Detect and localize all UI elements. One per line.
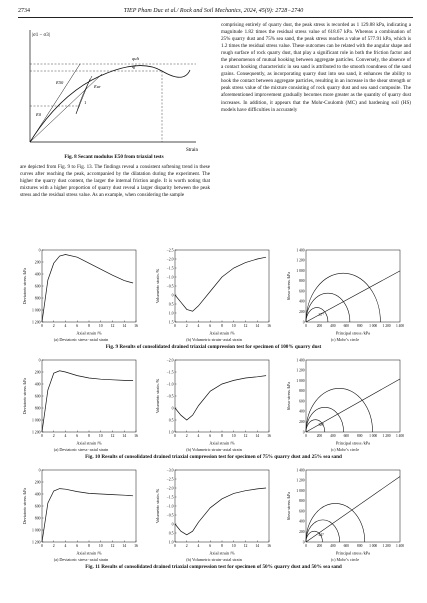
fig11-c-xtick-label: 1 200 [382, 544, 391, 548]
fig10-b-xtick-label: 12 [243, 434, 248, 438]
fig11-a-ytick-label: 0 [38, 468, 41, 473]
fig8-stress-curve [30, 66, 190, 142]
left-paragraph: are depicted from Fig. 9 to Fig. 13. The findings reveal a consistent softening trend in these curves after reaching the peak, accompanied by the dilatation during the experiment. The higher the quarry dust content, the larger the internal friction angle. It is worth noting that mixtures with a higher proportion of quarry dust reveal a larger disparity between the peak stress and the residual stress value. As an example, when considering the sample [20, 164, 210, 199]
fig9-c-ytick-label: 200 [299, 310, 305, 315]
fig9-a-series-line [42, 255, 133, 323]
fig11-c-ytick-label: 0 [302, 540, 305, 545]
fig9-c-chart [286, 246, 404, 336]
fig10-c-ytick-label: 600 [299, 399, 305, 404]
fig10-a-ytick-label: 0 [38, 358, 41, 363]
fig11-b-xtick-label: 4 [197, 544, 200, 548]
fig9-c-xtick-label: 0 [305, 324, 307, 328]
fig9-b-xtick-label: 0 [174, 324, 176, 328]
fig10-b-ytick-label: −1.5 [166, 370, 174, 375]
fig9-b-xtick-label: 2 [185, 324, 188, 328]
fig9-b-ytick-label: 1.5 [168, 320, 174, 325]
page-number: 2734 [18, 8, 30, 14]
fig9-c-ytick-label: 1 400 [296, 248, 305, 253]
fig9-c-angle-label: 37° [318, 311, 325, 317]
fig8-e50-line [30, 74, 102, 142]
fig9-a-ytick-label: 1 200 [31, 320, 41, 325]
fig9-a-xtick-label: 12 [110, 324, 115, 328]
fig10-a-xlabel: Axial strain /% [76, 440, 102, 446]
fig9-c-mohr-circle [306, 293, 350, 322]
fig10-a-xtick-label: 4 [64, 434, 67, 438]
fig10-a-ytick-label: 1 000 [31, 418, 41, 423]
fig10-b-ytick-label: 0.5 [168, 418, 174, 423]
left-column-text [20, 164, 210, 199]
fig9-b-frame [175, 250, 269, 322]
fig11-b-xlabel: Axial strain /% [209, 550, 235, 556]
fig11-caption: Fig. 11 Results of consolidated drained triaxial compression test for specimen of 50% quarry dust and 50% sea sand [85, 564, 342, 570]
fig11-c-ytick-label: 200 [299, 530, 305, 535]
fig10-c-ytick-label: 800 [299, 389, 305, 394]
fig11-c-xlabel: Principal stress /kPa [336, 550, 370, 556]
fig11-b-xtick-label: 16 [267, 544, 271, 548]
fig11-b-ytick-label: −1.0 [166, 504, 174, 509]
fig10-a-xtick-label: 0 [41, 434, 43, 438]
fig10-sub-b: (b) Volumetric strain−axial strain [186, 447, 242, 452]
fig10-b-chart [155, 356, 273, 446]
fig10-b-xtick-label: 16 [267, 434, 271, 438]
fig10-a-ytick-label: 200 [34, 370, 41, 375]
fig10-a-ytick-label: 400 [34, 382, 41, 387]
fig8-label-eur: Eur [94, 84, 101, 89]
fig11-b-ytick-label: −1.5 [166, 495, 174, 500]
fig11-a-xtick-label: 4 [64, 544, 67, 548]
fig8-e0-line [30, 64, 80, 142]
fig9-c-xtick-label: 200 [316, 324, 323, 328]
fig10-b-ytick-label: 1.0 [168, 430, 174, 435]
fig11-a-xtick-label: 14 [122, 544, 127, 548]
fig9-a-xtick-label: 10 [98, 324, 103, 328]
fig8-caption: Fig. 8 Secant modulus E50 from triaxial tests [64, 154, 164, 160]
fig11-b-ytick-label: −0.5 [166, 513, 174, 518]
fig11-c-ytick-label: 400 [299, 519, 305, 524]
fig8-label-one: 1 [84, 100, 87, 105]
fig10-c-xtick-label: 1 400 [395, 434, 404, 438]
fig10-b-frame [175, 360, 269, 432]
fig11-c-xtick-label: 600 [343, 544, 349, 548]
fig10-c-ytick-label: 0 [302, 430, 305, 435]
fig10-sub-c: (c) Mohr’s circle [330, 447, 360, 452]
fig10-c-xtick-label: 600 [343, 434, 349, 438]
fig9-c-ytick-label: 800 [299, 279, 305, 284]
fig10-c-ytick-label: 1 400 [296, 358, 305, 363]
fig11-a-ylabel: Deviatoric stress /kPa [22, 487, 27, 525]
fig11-c-angle-label: 44° [318, 531, 325, 537]
fig11-a-ytick-label: 1 000 [31, 528, 41, 533]
fig10-c-xtick-label: 800 [357, 434, 363, 438]
fig9-sub-b: (b) Volumetric strain−axial strain [186, 337, 242, 342]
fig11-c-xtick-label: 1 000 [369, 544, 378, 548]
fig10-c-ylabel: Shear stress /kPa [286, 381, 291, 411]
fig8-label-qf: qf [132, 64, 136, 69]
fig10-c-angle-label: 38° [318, 421, 325, 427]
fig11-b-ytick-label: 0.5 [168, 531, 174, 536]
fig10-b-xtick-label: 14 [255, 434, 260, 438]
fig11-b-ytick-label: −2.5 [166, 477, 174, 482]
fig9-c-ytick-label: 1 200 [296, 258, 305, 263]
fig11-c-ytick-label: 600 [299, 509, 305, 514]
fig9-b-ylabel: Volumetric strain /% [155, 268, 160, 304]
fig10-a-xtick-label: 6 [76, 434, 79, 438]
fig10-b-ytick-label: −1.0 [166, 382, 174, 387]
fig10-b-xtick-label: 8 [221, 434, 223, 438]
fig11-c-xtick-label: 400 [330, 544, 336, 548]
fig9-b-xtick-label: 8 [221, 324, 223, 328]
fig9-sub-c: (c) Mohr’s circle [330, 337, 360, 342]
fig9-b-ytick-label: −2.5 [166, 248, 174, 253]
fig11-c-xtick-label: 800 [357, 544, 363, 548]
fig10-c-xlabel: Principal stress /kPa [336, 440, 370, 446]
fig11-c-xtick-label: 200 [316, 544, 323, 548]
fig9-b-ytick-label: −0.5 [166, 284, 174, 289]
fig10-a-ytick-label: 600 [34, 394, 41, 399]
fig11-b-ytick-label: 1.0 [168, 540, 174, 545]
fig9-b-ytick-label: 1.0 [168, 311, 174, 316]
fig10-b-xlabel: Axial strain /% [209, 440, 235, 446]
fig9-c-ytick-label: 400 [299, 299, 305, 304]
fig11-a-ytick-label: 1 200 [31, 540, 41, 545]
fig9-b-xtick-label: 12 [243, 324, 248, 328]
fig11-c-chart [286, 466, 404, 556]
fig11-c-xtick-label: 0 [305, 544, 307, 548]
fig9-a-ytick-label: 800 [34, 296, 41, 301]
fig8-label-qult: qult [132, 56, 140, 61]
fig9-c-xtick-label: 1 000 [369, 324, 378, 328]
fig11-c-ytick-label: 1 200 [296, 478, 305, 483]
fig11-b-series-line [175, 488, 266, 535]
fig9-caption: Fig. 9 Results of consolidated drained triaxial compression test for specimen of 100% quarry dust [105, 344, 322, 350]
fig9-c-mohr-circle [306, 308, 328, 322]
fig9-a-ytick-label: 200 [34, 260, 41, 265]
fig11-c-ylabel: Shear stress /kPa [286, 491, 291, 521]
fig9-c-xtick-label: 400 [330, 324, 336, 328]
fig9-a-xlabel: Axial strain /% [76, 330, 102, 336]
fig9-c-xtick-label: 800 [357, 324, 363, 328]
fig10-a-xtick-label: 2 [52, 434, 55, 438]
fig9-a-ytick-label: 400 [34, 272, 41, 277]
fig9-c-mohr-circle [306, 273, 380, 322]
fig9-a-xtick-label: 16 [134, 324, 138, 328]
fig9-a-xtick-label: 0 [41, 324, 43, 328]
fig10-b-ylabel: Volumetric strain /% [155, 378, 160, 414]
fig11-a-ytick-label: 600 [34, 504, 41, 509]
fig11-b-xtick-label: 2 [185, 544, 188, 548]
fig9-c-xlabel: Principal stress /kPa [336, 330, 370, 336]
fig8-label-e50: E50 [56, 80, 64, 85]
fig10-c-ytick-label: 400 [299, 409, 305, 414]
fig9-b-ytick-label: 0 [171, 293, 174, 298]
fig10-a-xtick-label: 16 [134, 434, 138, 438]
fig10-b-ytick-label: −0.5 [166, 394, 174, 399]
fig11-sub-c: (c) Mohr’s circle [330, 557, 360, 562]
fig11-a-ytick-label: 200 [34, 480, 41, 485]
fig8-secant-modulus-diagram [20, 24, 208, 154]
fig9-a-xtick-label: 4 [64, 324, 67, 328]
fig9-b-ytick-label: −2.0 [166, 257, 174, 262]
running-title: TIEP Pham Duc et al./ Rock and Soil Mechanics, 2024, 45(9): 2728−2740 [123, 8, 304, 14]
fig9-c-ytick-label: 0 [302, 320, 305, 325]
fig9-b-ytick-label: 0.5 [168, 302, 174, 307]
fig10-a-xtick-label: 10 [98, 434, 103, 438]
fig9-b-series-line [175, 257, 266, 311]
fig9-b-xtick-label: 10 [231, 324, 236, 328]
fig11-a-chart [22, 466, 140, 556]
fig9-a-xtick-label: 2 [52, 324, 55, 328]
fig11-b-ytick-label: 0 [171, 522, 174, 527]
fig11-sub-b: (b) Volumetric strain−axial strain [186, 557, 242, 562]
fig11-b-chart [155, 466, 273, 556]
fig11-c-ytick-label: 1 000 [296, 488, 305, 493]
fig10-a-xtick-label: 12 [110, 434, 115, 438]
fig10-a-ytick-label: 1 200 [31, 430, 41, 435]
fig9-b-ytick-label: −1.5 [166, 266, 174, 271]
fig9-a-ytick-label: 1 000 [31, 308, 41, 313]
right-paragraph: comprising entirely of quarry dust, the peak stress is recorded as 1 129.88 kPa, indicating a magnitude 1.82 times the residual stress value of 618.67 kPa. Whereas a combination of 25% quarry dust and 75% sea sand, the peak stress reaches a value of 577.91 kPa, which is 1.2 times the residual stress value. These outcomes can be related with the angular shape and rough surface of rock quarry dust, that play a significant role in both the friction factor and the phenomenon of mutual hooking between aggregate particles. Conversely, the absence of a contact hooking characteristic in sea sand is attributed to the smooth roundness of the sand grains. Consequently, as incorporating quarry dust into sea sand, it enhances the ability to hook the contact between aggregate particles, resulting in an increase in the shear strength or peak stress value of the mixture consisting of rock quarry dust and sea sand composite. The aforementioned improvement gradually becomes more greater as the quantity of quarry dust increases. In addition, it appears that the Mohr-Coulomb (MC) and hardening soil (HS) models have difficulties in accurately [221, 22, 411, 113]
fig10-c-ytick-label: 1 000 [296, 378, 305, 383]
fig10-c-xtick-label: 0 [305, 434, 307, 438]
fig11-c-ytick-label: 1 400 [296, 468, 305, 473]
fig9-c-xtick-label: 600 [343, 324, 349, 328]
fig10-a-chart [22, 356, 140, 446]
fig9-b-xtick-label: 16 [267, 324, 271, 328]
fig10-caption: Fig. 10 Results of consolidated drained triaxial compression test for specimen of 75% quarry dust and 25% sea sand [85, 454, 342, 460]
fig11-c-ytick-label: 800 [299, 499, 305, 504]
fig11-a-xtick-label: 10 [98, 544, 103, 548]
fig11-b-xtick-label: 0 [174, 544, 176, 548]
fig9-c-xtick-label: 1 400 [395, 324, 404, 328]
fig9-b-chart [155, 246, 273, 336]
fig9-b-xtick-label: 6 [209, 324, 212, 328]
fig9-a-xtick-label: 14 [122, 324, 127, 328]
fig9-a-ytick-label: 0 [38, 248, 41, 253]
fig10-b-xtick-label: 2 [185, 434, 188, 438]
fig9-c-xtick-label: 1 200 [382, 324, 391, 328]
fig11-b-ytick-label: −3.0 [166, 468, 174, 473]
fig11-b-xtick-label: 12 [243, 544, 248, 548]
fig11-b-frame [175, 470, 269, 542]
fig10-c-mohr-circle [306, 407, 344, 432]
fig9-c-ytick-label: 600 [299, 289, 305, 294]
fig11-a-ytick-label: 800 [34, 516, 41, 521]
right-column-text [221, 22, 411, 114]
fig11-a-xtick-label: 2 [52, 544, 55, 548]
fig10-c-chart [286, 356, 404, 446]
fig9-a-xtick-label: 6 [76, 324, 79, 328]
fig11-b-xtick-label: 8 [221, 544, 223, 548]
fig9-b-xtick-label: 14 [255, 324, 260, 328]
fig11-a-xlabel: Axial strain /% [76, 550, 102, 556]
fig11-b-ylabel: Volumetric strain /% [155, 488, 160, 524]
fig10-a-xtick-label: 8 [88, 434, 90, 438]
fig10-a-frame [42, 360, 136, 432]
fig11-b-xtick-label: 14 [255, 544, 260, 548]
fig11-a-xtick-label: 12 [110, 544, 115, 548]
fig9-b-xlabel: Axial strain /% [209, 330, 235, 336]
fig10-c-ytick-label: 1 200 [296, 368, 305, 373]
fig10-b-ytick-label: 0 [171, 406, 174, 411]
fig11-a-frame [42, 470, 136, 542]
fig10-b-xtick-label: 10 [231, 434, 236, 438]
fig10-b-xtick-label: 6 [209, 434, 212, 438]
fig9-sub-a: (a) Deviatoric stress−axial strain [53, 337, 109, 342]
fig11-c-xtick-label: 1 400 [395, 544, 404, 548]
fig10-b-xtick-label: 4 [197, 434, 200, 438]
fig11-a-xtick-label: 8 [88, 544, 90, 548]
fig10-a-series-line [42, 371, 133, 432]
fig10-b-series-line [175, 376, 266, 420]
fig8-ylabel: |σ1 − σ3| [32, 33, 50, 38]
fig8-xlabel: Strain [186, 148, 198, 153]
fig10-c-xtick-label: 200 [316, 434, 323, 438]
fig11-a-ytick-label: 400 [34, 492, 41, 497]
fig8-label-e0: E0 [36, 112, 41, 117]
fig9-a-chart [22, 246, 140, 336]
fig10-a-ylabel: Deviatoric stress /kPa [22, 377, 27, 415]
fig9-a-xtick-label: 8 [88, 324, 90, 328]
fig10-b-ytick-label: −2.0 [166, 358, 174, 363]
fig10-c-ytick-label: 200 [299, 420, 305, 425]
fig10-b-xtick-label: 0 [174, 434, 176, 438]
fig9-a-ylabel: Deviatoric stress /kPa [22, 267, 27, 305]
fig10-c-xtick-label: 1 000 [369, 434, 378, 438]
fig10-a-xtick-label: 14 [122, 434, 127, 438]
fig9-b-xtick-label: 4 [197, 324, 200, 328]
fig11-b-xtick-label: 6 [209, 544, 212, 548]
fig11-sub-a: (a) Deviatoric stress−axial strain [53, 557, 109, 562]
fig10-c-xtick-label: 400 [330, 434, 336, 438]
header-rule [18, 17, 413, 18]
fig9-a-ytick-label: 600 [34, 284, 41, 289]
fig9-c-ylabel: Shear stress /kPa [286, 271, 291, 301]
fig11-a-xtick-label: 0 [41, 544, 43, 548]
fig10-a-ytick-label: 800 [34, 406, 41, 411]
fig11-b-xtick-label: 10 [231, 544, 236, 548]
fig11-b-ytick-label: −2.0 [166, 486, 174, 491]
fig9-c-ytick-label: 1 000 [296, 268, 305, 273]
fig10-sub-a: (a) Deviatoric stress−axial strain [53, 447, 109, 452]
fig11-a-xtick-label: 6 [76, 544, 79, 548]
fig9-b-ytick-label: −1.0 [166, 275, 174, 280]
fig11-a-xtick-label: 16 [134, 544, 138, 548]
fig10-c-xtick-label: 1 200 [382, 434, 391, 438]
fig11-a-series-line [42, 489, 133, 542]
